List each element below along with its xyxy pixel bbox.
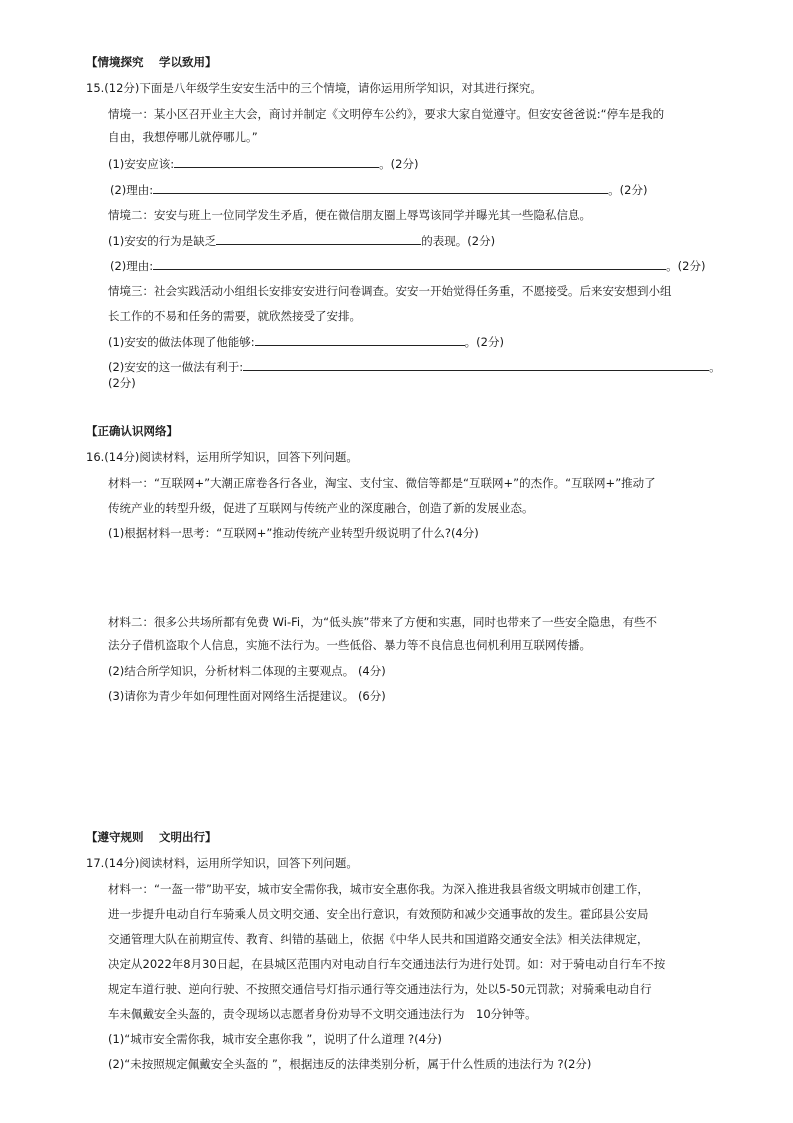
q15-s2-q1 [108,232,495,249]
material-1-text: 材料一：“互联网+”大潮正席卷各行各业，淘宝、支付宝、微信等都是“互联网+”的杰作。“互联网+”推动了 [108,476,656,490]
section-heading-q16: 【正确认识网络】 [86,424,178,438]
answer-blank[interactable] [153,181,608,194]
q15-s1-q2-label: (2)理由: [110,183,154,197]
answer-blank[interactable] [243,358,709,371]
answer-blank[interactable] [174,155,379,168]
material-1-text-cont: 规定车道行驶、逆向行驶、不按照交通信号灯指示通行等交通违法行为，处以5-50元罚款；对骑乘电动自行 [108,982,652,996]
q15-s3-q2 [108,358,721,375]
material-2-text-cont: 法分子借机盗取个人信息，实施不法行为。一些低俗、暴力等不良信息也伺机利用互联网传播。 [108,638,591,652]
q15-s2-q2 [110,257,705,274]
q15-s2-q2-label: (2)理由: [110,259,154,273]
section-heading-q15: 【情境探究 学以致用】 [86,55,217,69]
material-1-text-cont: 车未佩戴安全头盔的，责令现场以志愿者身份劝导不文明交通违法行为 10分钟等。 [108,1007,537,1021]
answer-blank[interactable] [153,257,666,270]
material-1-text-cont: 进一步提升电动自行车骑乘人员文明交通、安全出行意识，有效预防和减少交通事故的发生。霍邱县公安局 [108,907,649,921]
question-17-stem: 17.(14分)阅读材料，运用所学知识，回答下列问题。 [86,856,358,870]
scenario-1-text: 情境一：某小区召开业主大会，商讨并制定《文明停车公约》，要求大家自觉遵守。但安安爸爸说:“停车是我的 [108,107,665,121]
q15-s3-q2-score: (2分) [108,376,136,390]
answer-blank[interactable] [216,232,421,245]
scenario-3-text: 情境三：社会实践活动小组组长安排安安进行问卷调查。安安一开始觉得任务重，不愿接受。后来安安想到小组 [108,284,672,298]
material-1-text-cont: 决定从2022年8月30日起，在县城区范围内对电动自行车交通违法行为进行处罚。如：对于骑电动自行车不按 [108,957,666,971]
q17-sub-question-2: (2)“未按照规定佩戴安全头盔的 ”，根据违反的法律类别分析，属于什么性质的违法行为 ?(2分) [108,1057,592,1071]
q15-s2-q1-score: 的表现。(2分) [421,234,496,248]
q16-sub-question-1: (1)根据材料一思考：“互联网+”推动传统产业转型升级说明了什么?(4分) [108,526,479,540]
q17-sub-question-1: (1)“城市安全需你我，城市安全惠你我 ”，说明了什么道理 ?(4分) [108,1032,442,1046]
material-1-text-cont: 交通管理大队在前期宣传、教育、纠错的基础上，依据《中华人民共和国道路交通安全法》相关法律规定， [108,932,649,946]
q15-s3-q2-end: 。 [709,360,721,374]
q15-s3-q1-score: 。(2分) [464,335,504,349]
q15-s2-q2-score: 。(2分) [666,259,706,273]
question-16-stem: 16.(14分)阅读材料，运用所学知识，回答下列问题。 [86,450,358,464]
answer-blank[interactable] [255,333,465,346]
q15-s1-q2 [110,181,647,198]
material-1-text-cont: 传统产业的转型升级，促进了互联网与传统产业的深度融合，创造了新的发展业态。 [108,501,534,515]
q15-s2-q1-label: (1)安安的行为是缺乏 [108,234,217,248]
scenario-2-text: 情境二：安安与班上一位同学发生矛盾，便在微信朋友圈上辱骂该同学并曝光其一些隐私信息。 [108,208,591,222]
q15-s1-q1 [108,155,418,172]
q15-s3-q2-label: (2)安安的这一做法有利于: [108,360,244,374]
q15-s3-q1-label: (1)安安的做法体现了他能够: [108,335,255,349]
scenario-3-text-cont: 长工作的不易和任务的需要，就欣然接受了安排。 [108,309,361,323]
q15-s1-q2-score: 。(2分) [608,183,648,197]
q15-s3-q1 [108,333,504,350]
q16-sub-question-3: (3)请你为青少年如何理性面对网络生活提建议。 (6分) [108,689,386,703]
section-heading-q17: 【遵守规则 文明出行】 [86,830,217,844]
material-2-text: 材料二：很多公共场所都有免费 Wi-Fi，为“低头族”带来了方便和实惠，同时也带来了一些安全隐患，有些不 [108,615,658,629]
material-1-text: 材料一：“一盔一带”助平安，城市安全需你我，城市安全惠你我。为深入推进我县省级文明城市创建工作， [108,882,649,896]
q15-s1-q1-label: (1)安安应该: [108,157,175,171]
scenario-1-text-cont: 自由，我想停哪儿就停哪儿。” [108,130,258,144]
question-15-stem: 15.(12分)下面是八年级学生安安生活中的三个情境，请你运用所学知识，对其进行探究。 [86,81,542,95]
q16-sub-question-2: (2)结合所学知识，分析材料二体现的主要观点。 (4分) [108,664,386,678]
q15-s1-q1-score: 。(2分) [379,157,419,171]
